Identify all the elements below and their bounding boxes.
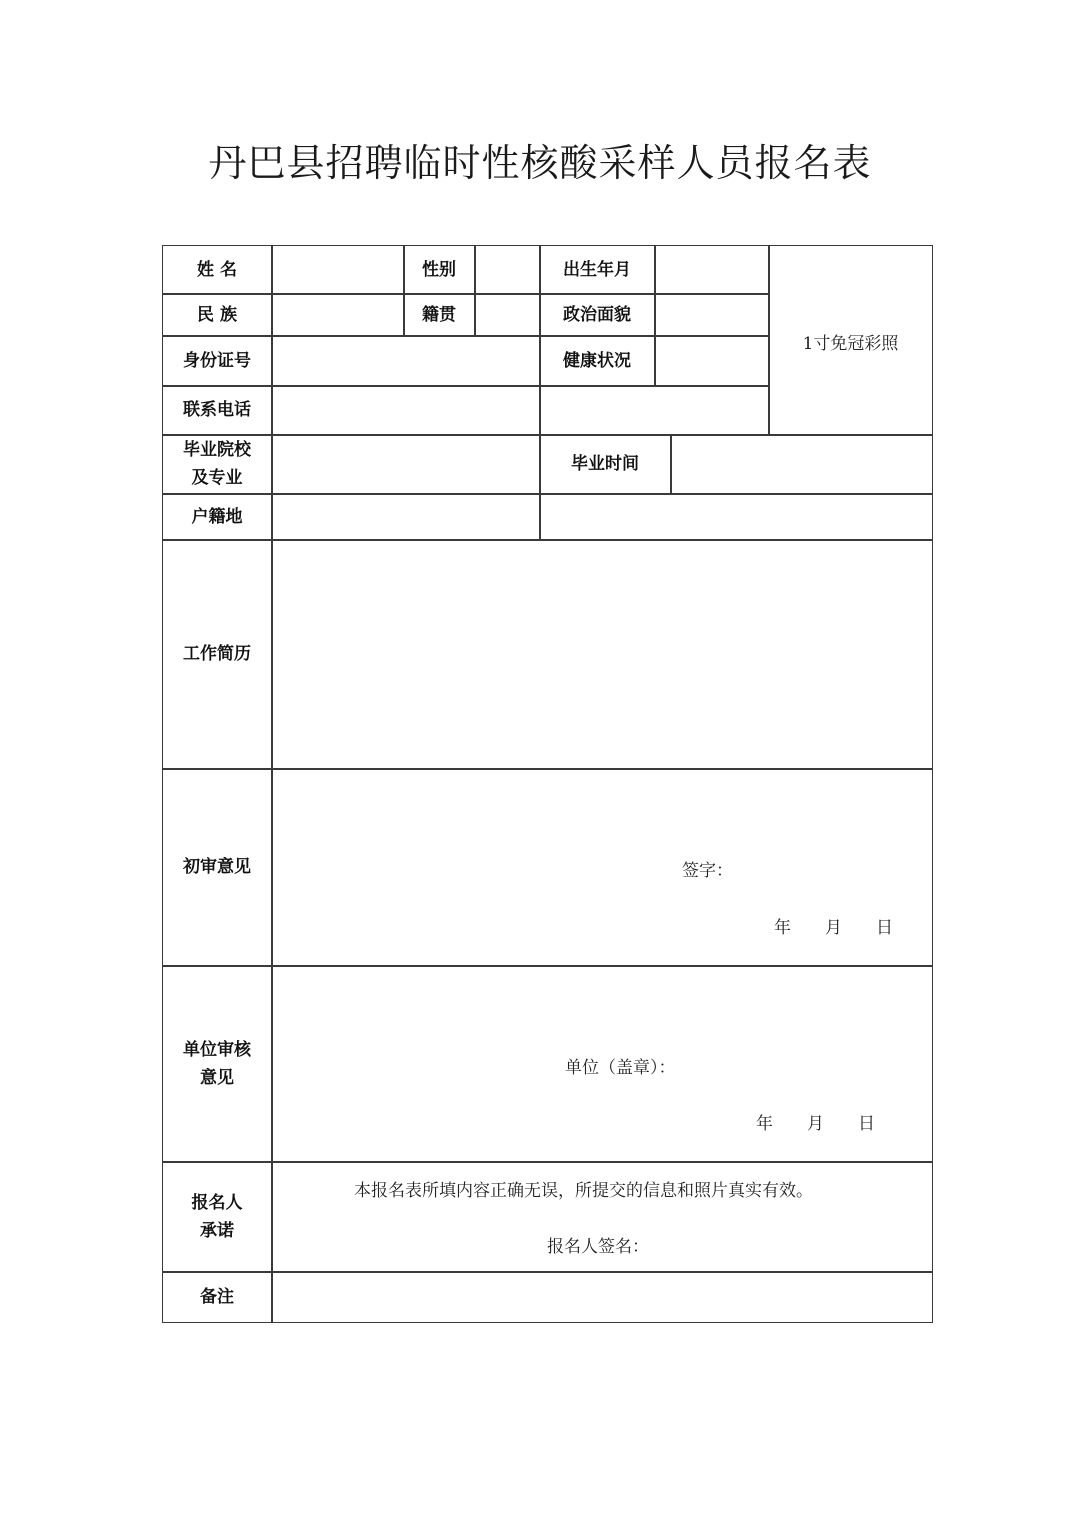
health-status-label: 健康状况 — [563, 350, 631, 371]
work-history-field[interactable] — [272, 540, 932, 768]
remarks-label: 备注 — [200, 1287, 234, 1307]
political-status-label: 政治面貌 — [563, 304, 631, 325]
id-number-field[interactable] — [272, 336, 539, 385]
birth-date-field[interactable] — [655, 246, 768, 293]
row-divider — [163, 965, 932, 967]
initial-review-label: 初审意见 — [183, 857, 251, 877]
hukou-label: 户籍地 — [191, 506, 243, 527]
name-label: 姓 名 — [197, 259, 237, 280]
graduation-time-field[interactable] — [671, 435, 932, 493]
initial-review-date: 年 月 日 — [774, 918, 893, 938]
ethnicity-label: 民 族 — [197, 304, 237, 325]
native-place-field[interactable] — [475, 294, 539, 335]
remarks-field[interactable] — [272, 1272, 932, 1322]
row-divider — [163, 768, 932, 770]
photo-placeholder: 1寸免冠彩照 — [802, 333, 899, 354]
applicant-signature: 报名人签名： — [547, 1237, 649, 1257]
unit-review-label: 单位审核 意见 — [183, 1039, 251, 1088]
ethnicity-field[interactable] — [272, 294, 403, 335]
phone-field[interactable] — [272, 386, 539, 434]
unit-review-date: 年 月 日 — [756, 1114, 875, 1134]
initial-review-signature: 签字： — [682, 861, 733, 881]
id-number-label: 身份证号 — [183, 350, 251, 371]
form-title: 丹巴县招聘临时性核酸采样人员报名表 — [208, 141, 872, 185]
phone-label: 联系电话 — [183, 400, 251, 420]
health-status-field[interactable] — [655, 336, 768, 385]
gender-label: 性别 — [422, 259, 456, 280]
political-status-field[interactable] — [655, 294, 768, 335]
unit-seal: 单位（盖章）： — [565, 1058, 676, 1078]
gender-field[interactable] — [475, 246, 539, 293]
native-place-label: 籍贯 — [422, 304, 456, 325]
extra-field[interactable] — [540, 386, 768, 434]
graduation-time-label: 毕业时间 — [571, 454, 639, 474]
birth-date-label: 出生年月 — [563, 259, 631, 280]
school-major-field[interactable] — [272, 435, 539, 493]
pledge-statement: 本报名表所填内容正确无误，所提交的信息和照片真实有效。 — [354, 1181, 813, 1201]
school-major-label: 毕业院校 及专业 — [183, 440, 251, 488]
name-field[interactable] — [272, 246, 403, 293]
row-divider — [163, 1161, 932, 1163]
work-history-label: 工作简历 — [183, 644, 251, 664]
hukou-field[interactable] — [272, 494, 932, 539]
pledge-label: 报名人 承诺 — [191, 1192, 243, 1241]
